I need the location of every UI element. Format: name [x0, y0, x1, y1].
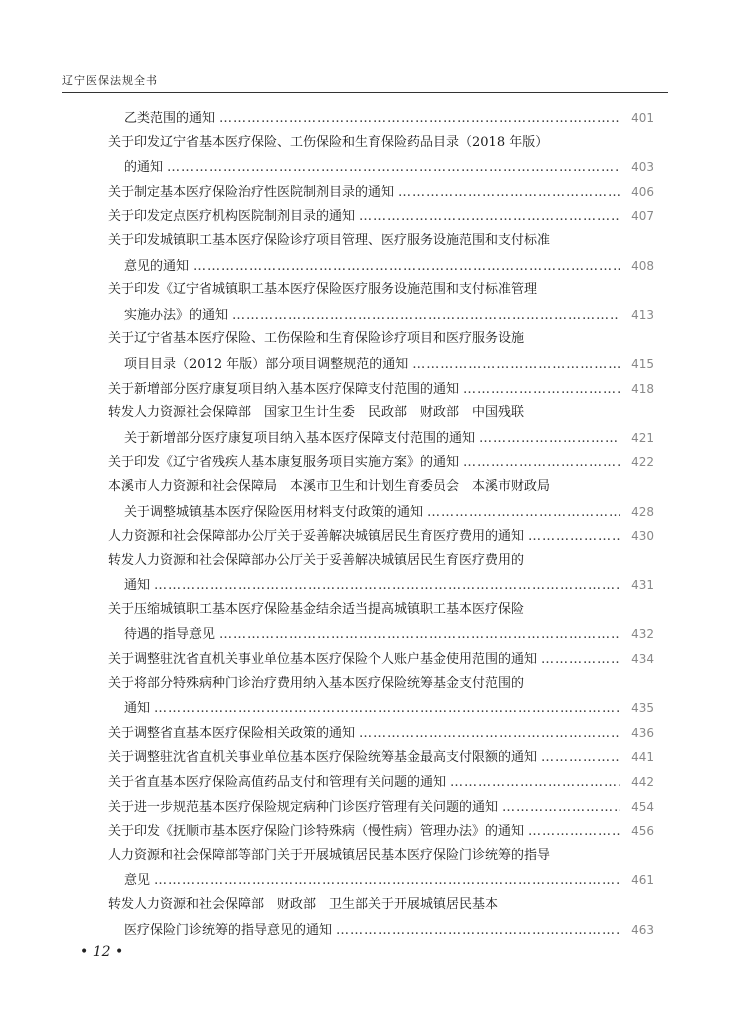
dot-leader — [167, 156, 620, 180]
toc-entry — [108, 549, 654, 574]
toc-entry-title: 通知 — [124, 701, 151, 717]
toc-entry — [108, 598, 654, 623]
toc-entry-title: 关于新增部分医疗康复项目纳入基本医疗保障支付范围的通知 — [124, 430, 476, 446]
toc-entry-title: 关于新增部分医疗康复项目纳入基本医疗保障支付范围的通知 — [108, 381, 460, 397]
toc-entry — [108, 229, 654, 254]
dot-leader — [528, 525, 620, 549]
toc-entry — [108, 844, 654, 869]
toc-entry — [108, 500, 654, 525]
dot-leader — [154, 869, 620, 893]
toc-entry-title: 转发人力资源和社会保障部办公厅关于妥善解决城镇居民生育医疗费用的 — [108, 552, 525, 568]
toc-entry-page: 408 — [631, 258, 654, 273]
toc-entry — [108, 155, 654, 180]
toc-entry — [108, 352, 654, 377]
toc-entry-title: 关于进一步规范基本医疗保险规定病种门诊医疗管理有关问题的通知 — [108, 799, 499, 815]
toc-entry-page: 406 — [631, 184, 654, 199]
running-header: 辽宁医保法规全书 — [62, 74, 158, 87]
toc-entry-title: 关于制定基本医疗保险治疗性医院制剂目录的通知 — [108, 184, 395, 200]
dot-leader — [219, 623, 620, 647]
dot-leader — [479, 427, 620, 451]
toc-entry — [108, 327, 654, 352]
toc-entry-title: 意见 — [124, 873, 151, 889]
toc-entry-page: 434 — [631, 652, 654, 667]
toc-entry-title: 关于将部分特殊病种门诊治疗费用纳入基本医疗保险统筹基金支付范围的 — [108, 675, 525, 691]
dot-leader — [232, 304, 620, 328]
toc-entry-title: 意见的通知 — [124, 258, 190, 274]
toc-entry-title: 关于调整驻沈省直机关事业单位基本医疗保险统筹基金最高支付限额的通知 — [108, 750, 538, 766]
toc-entry — [108, 278, 654, 303]
toc-entry-title: 关于印发《抚顺市基本医疗保险门诊特殊病（慢性病）管理办法》的通知 — [108, 824, 525, 840]
toc-entry — [108, 573, 654, 598]
dot-leader — [219, 107, 620, 131]
toc-entry-page: 431 — [631, 578, 654, 593]
toc-entry-title: 通知 — [124, 578, 151, 594]
toc-entry-title: 关于印发《辽宁省城镇职工基本医疗保险医疗服务设施范围和支付标准管理 — [108, 282, 538, 298]
toc-entry-page: 403 — [631, 160, 654, 175]
toc-entry-title: 医疗保险门诊统筹的指导意见的通知 — [124, 922, 333, 938]
dot-leader — [463, 451, 620, 475]
toc-entry — [108, 672, 654, 697]
toc-entry-title: 关于印发城镇职工基本医疗保险诊疗项目管理、医疗服务设施范围和支付标准 — [108, 232, 551, 248]
toc-entry-page: 456 — [631, 824, 654, 839]
toc-entry-page: 401 — [631, 111, 654, 125]
dot-leader — [359, 722, 620, 746]
toc-entry — [108, 475, 654, 500]
toc-entry-page: 430 — [631, 529, 654, 544]
toc-entry-title: 本溪市人力资源和社会保障局 本溪市卫生和计划生育委员会 本溪市财政局 — [108, 478, 551, 494]
dot-leader — [412, 353, 620, 377]
dot-leader — [541, 648, 620, 672]
toc-entry-page: 463 — [631, 922, 654, 937]
toc-entry-page: 461 — [631, 873, 654, 888]
toc-entry — [108, 868, 654, 893]
toc-entry — [108, 377, 654, 402]
toc-entry — [108, 696, 654, 721]
toc-entry-title: 关于调整城镇基本医疗保险医用材料支付政策的通知 — [124, 504, 424, 520]
toc-entry-title: 关于调整省直基本医疗保险相关政策的通知 — [108, 725, 356, 741]
dot-leader — [154, 574, 620, 598]
toc-entry-title: 转发人力资源和社会保障部 财政部 卫生部关于开展城镇居民基本 — [108, 897, 499, 912]
toc-entry-title: 关于印发《辽宁省残疾人基本康复服务项目实施方案》的通知 — [108, 455, 460, 471]
dot-leader — [154, 697, 620, 721]
toc-entry-page: 418 — [631, 381, 654, 396]
toc-entry — [108, 918, 654, 943]
toc-entry — [108, 524, 654, 549]
toc-entry — [108, 647, 654, 672]
toc-entry — [108, 819, 654, 844]
toc-entry — [108, 180, 654, 205]
dot-leader — [528, 820, 620, 844]
dot-leader — [450, 771, 620, 795]
toc-entry-title: 乙类范围的通知 — [124, 111, 216, 126]
toc-entry-page: 421 — [631, 430, 654, 445]
toc-entry — [108, 893, 654, 918]
toc-entry-page: 407 — [631, 209, 654, 224]
toc-entry — [108, 131, 654, 156]
toc-entry-page: 422 — [631, 455, 654, 470]
toc-entry — [108, 426, 654, 451]
toc-entry-page: 432 — [631, 627, 654, 642]
dot-leader — [193, 255, 620, 279]
toc-entry-title: 实施办法》的通知 — [124, 307, 229, 323]
toc-entry-page: 442 — [631, 775, 654, 790]
dot-leader — [398, 181, 620, 205]
toc-entry — [108, 795, 654, 820]
toc-entry — [108, 770, 654, 795]
dot-leader — [541, 746, 620, 770]
toc-entry-title: 人力资源和社会保障部等部门关于开展城镇居民基本医疗保险门诊统筹的指导 — [108, 847, 551, 863]
toc-entry-title: 关于辽宁省基本医疗保险、工伤保险和生育保险诊疗项目和医疗服务设施 — [108, 331, 525, 347]
toc-entry-title: 人力资源和社会保障部办公厅关于妥善解决城镇居民生育医疗费用的通知 — [108, 529, 525, 545]
toc-entry — [108, 745, 654, 770]
toc-entry-title: 关于压缩城镇职工基本医疗保险基金结余适当提高城镇职工基本医疗保险 — [108, 601, 525, 617]
table-of-contents — [108, 106, 654, 942]
toc-entry — [108, 106, 654, 131]
toc-entry — [108, 450, 654, 475]
dot-leader — [427, 501, 620, 525]
page-number: • 12 • — [80, 944, 124, 960]
dot-leader — [463, 378, 620, 402]
toc-entry-page: 436 — [631, 725, 654, 740]
toc-entry — [108, 204, 654, 229]
toc-entry-page: 441 — [631, 750, 654, 765]
toc-entry — [108, 721, 654, 746]
toc-entry-title: 项目目录（2012 年版）部分项目调整规范的通知 — [124, 356, 409, 372]
toc-entry — [108, 254, 654, 279]
toc-entry-title: 关于调整驻沈省直机关事业单位基本医疗保险个人账户基金使用范围的通知 — [108, 652, 538, 668]
toc-entry-title: 关于印发辽宁省基本医疗保险、工伤保险和生育保险药品目录（2018 年版） — [108, 134, 549, 150]
dot-leader — [502, 796, 620, 820]
toc-entry — [108, 401, 654, 426]
toc-entry-title: 关于印发定点医疗机构医院制剂目录的通知 — [108, 209, 356, 225]
toc-entry-title: 转发人力资源社会保障部 国家卫生计生委 民政部 财政部 中国残联 — [108, 405, 525, 421]
toc-entry-page: 413 — [631, 307, 654, 322]
toc-entry-title: 关于省直基本医疗保险高值药品支付和管理有关问题的通知 — [108, 775, 447, 791]
toc-entry-page: 435 — [631, 701, 654, 716]
toc-entry-page: 454 — [631, 799, 654, 814]
toc-entry-title: 的通知 — [124, 160, 164, 176]
dot-leader — [359, 205, 620, 229]
header-rule — [62, 92, 668, 93]
toc-entry — [108, 622, 654, 647]
toc-entry-page: 415 — [631, 356, 654, 371]
toc-entry — [108, 303, 654, 328]
toc-entry-page: 428 — [631, 504, 654, 519]
dot-leader — [336, 919, 620, 943]
toc-entry-title: 待遇的指导意见 — [124, 627, 216, 643]
